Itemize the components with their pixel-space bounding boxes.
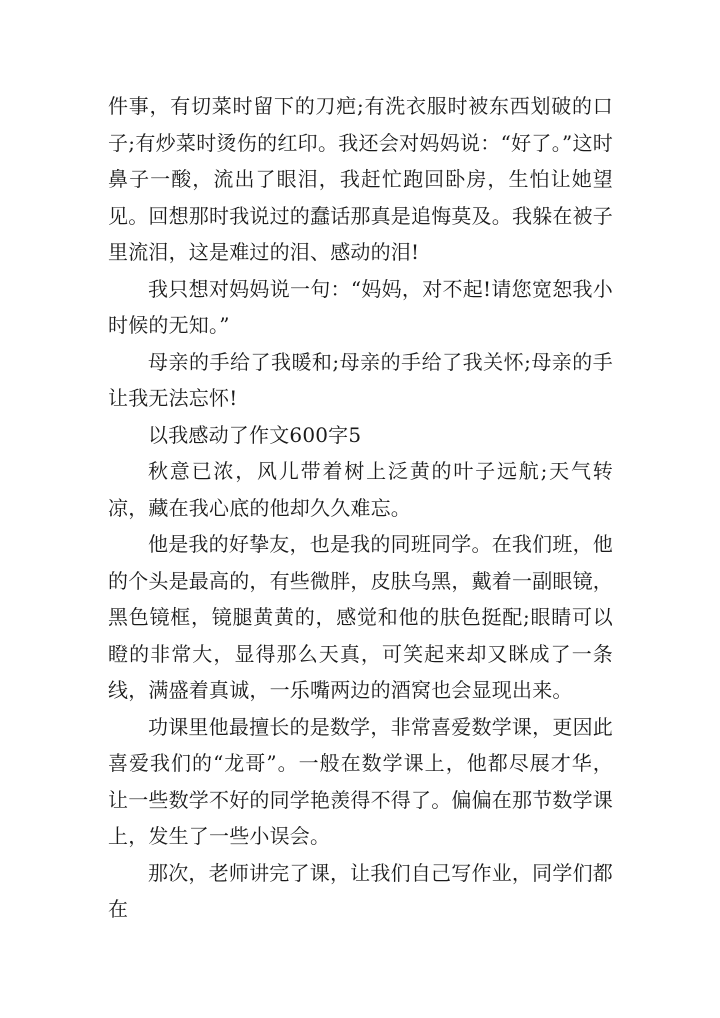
paragraph: 秋意已浓，风儿带着树上泛黄的叶子远航;天气转凉，藏在我心底的他却久久难忘。 — [108, 459, 613, 520]
paragraph: 母亲的手给了我暖和;母亲的手给了我关怀;母亲的手让我无法忘怀! — [108, 349, 613, 410]
paragraph: 我只想对妈妈说一句：“妈妈，对不起!请您宽恕我小时候的无知。” — [108, 276, 613, 337]
paragraph: 他是我的好挚友，也是我的同班同学。在我们班，他的个头是最高的，有些微胖，皮肤乌黑，戴着一副眼镜，黑色镜框，镜腿黄黄的，感觉和他的肤色挺配;眼睛可以瞪的非常大，显得那么天真，可笑起来却又眯成了一条线，满盛着真诚，一乐嘴两边的酒窝也会显现出来。 — [108, 532, 613, 702]
paragraph-continuation: 件事，有切菜时留下的刀疤;有洗衣服时被东西划破的口子;有炒菜时烫伤的红印。我还会对妈妈说：“好了。”这时鼻子一酸，流出了眼泪，我赶忙跑回卧房，生怕让她望见。回想那时我说过的蠢话那真是追悔莫及。我躲在被子里流泪，这是难过的泪、感动的泪! — [108, 94, 613, 264]
paragraph: 功课里他最擅长的是数学，非常喜爱数学课，更因此喜爱我们的“龙哥”。一般在数学课上，他都尽展才华，让一些数学不好的同学艳羡得不得了。偏偏在那节数学课上，发生了一些小误会。 — [108, 714, 613, 848]
paragraph: 那次，老师讲完了课，让我们自己写作业，同学们都在 — [108, 860, 613, 921]
essay-body — [108, 88, 613, 928]
essay-title: 以我感动了作文600字5 — [148, 422, 362, 447]
